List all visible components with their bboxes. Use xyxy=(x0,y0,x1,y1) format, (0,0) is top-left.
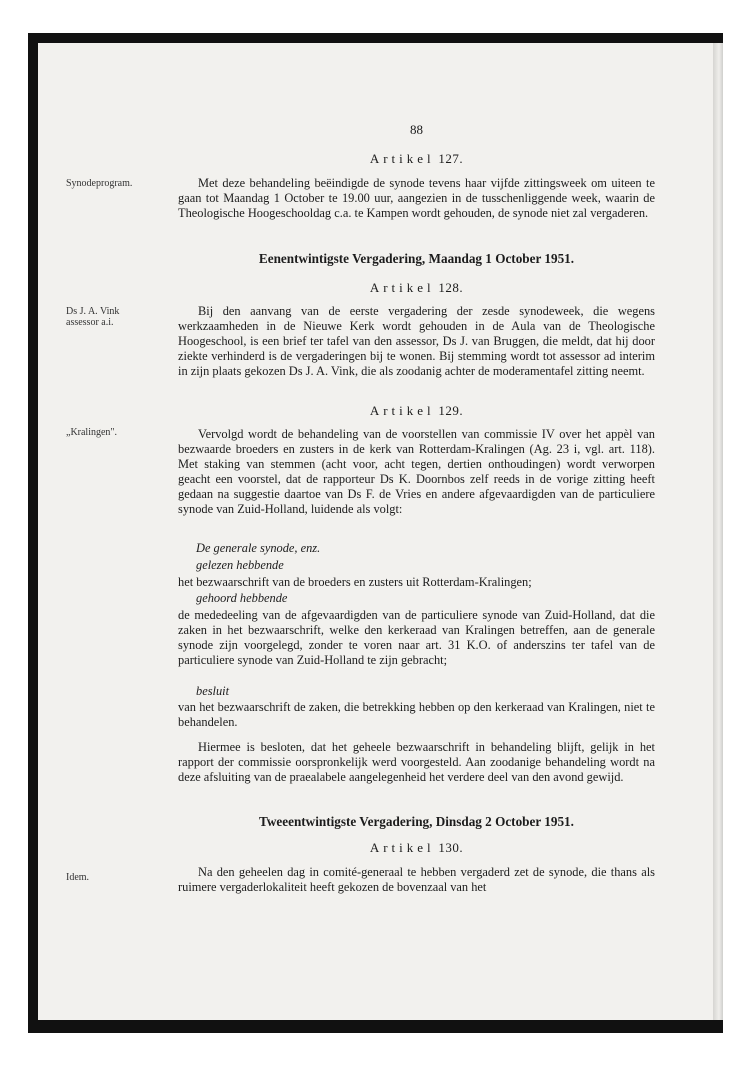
artikel-130-text: Na den geheelen dag in comité-generaal te hebben vergaderd zet de synode, die thans als ruimere vergaderlokaliteit heeft gekozen de bovenzaal van het xyxy=(178,865,655,894)
artikel-128-text: Bij den aanvang van de eerste vergadering der zesde synodeweek, die wegens werkzaamheden in de Nieuwe Kerk wordt gehouden in de Aula van de Theologische Hoogeschool, is een brief ter tafel van den assessor, Ds J. van Bruggen, die meldt, dat hij door ziekte verhinderd is de vergaderingen bij te wonen. Bij stemming wordt tot assessor ad interim in zijn plaats gekozen Ds J. A. Vink, die als zoodanig achter de moderamentafel zitting neemt. xyxy=(178,304,655,378)
artikel-129-conclusion: Hiermee is besloten, dat het geheele bezwaarschrift in behandeling blijft, gelijk in het rapport der commissie oorspronkelijk werd voorgesteld. Aan zoodanige behandeling wordt na deze afsluiting van de praealabele aangelegenheid het verdere deel van den avond gewijd. xyxy=(178,740,655,784)
margin-note-line-1: Ds J. A. Vink xyxy=(66,306,120,317)
margin-note-line-2: assessor a.i. xyxy=(66,317,114,328)
quote-paragraph: de mededeeling van de afgevaardigden van de particuliere synode van Zuid-Holland, dat die zaken in het bezwaarschrift, welke den kerkeraad van Kralingen betreffen, aan de generale synode zijn voorgelegd, zonder te voren naar art. 31 K.O. of anderszins ter tafel van de particuliere synode van Zuid-Holland te zijn gebracht; xyxy=(178,608,655,667)
margin-note: „Kralingen". xyxy=(66,427,118,438)
artikel-number: 127. xyxy=(438,151,464,166)
quote-line: gehoord hebbende xyxy=(196,591,288,605)
artikel-130-heading xyxy=(178,840,655,856)
margin-note: Idem. xyxy=(66,872,90,883)
artikel-number: 129. xyxy=(438,403,464,418)
meeting-heading-21: Eenentwintigste Vergadering, Maandag 1 October 1951. xyxy=(258,251,575,266)
artikel-label: Artikel xyxy=(369,840,435,855)
margin-note xyxy=(66,306,156,328)
quote-line: gelezen hebbende xyxy=(196,558,284,572)
quote-paragraph: van het bezwaarschrift de zaken, die betrekking hebben op den kerkeraad van Kralingen, niet te behandelen. xyxy=(178,700,655,729)
artikel-129-heading xyxy=(178,403,655,419)
artikel-number: 130. xyxy=(438,840,464,855)
margin-note: Synodeprogram. xyxy=(66,178,133,189)
quote-line: het bezwaarschrift van de broeders en zusters uit Rotterdam-Kralingen; xyxy=(178,575,532,589)
meeting-heading-22: Tweeentwintigste Vergadering, Dinsdag 2 October 1951. xyxy=(259,814,574,829)
artikel-127-text: Met deze behandeling beëindigde de synode tevens haar vijfde zittingsweek om uiteen te gaan tot Maandag 1 October te 19.00 uur, aangezien in de tusschenliggende week, waarin de Theologische Hoogeschooldag c.a. te Kampen wordt gehouden, de synode niet zal vergaderen. xyxy=(178,176,655,220)
page-edge xyxy=(713,43,723,1020)
artikel-label: Artikel xyxy=(369,151,435,166)
artikel-label: Artikel xyxy=(369,280,435,295)
artikel-128-heading xyxy=(178,280,655,296)
artikel-label: Artikel xyxy=(369,403,435,418)
page-number: 88 xyxy=(410,122,423,137)
quote-line: De generale synode, enz. xyxy=(196,541,321,555)
artikel-127-heading xyxy=(178,151,655,167)
artikel-129-text: Vervolgd wordt de behandeling van de voorstellen van commissie IV over het appèl van bezwaarde broeders en zusters in de kerk van Rotterdam-Kralingen (Ag. 23 i, vgl. art. 118). Met staking van stemmen (acht voor, acht tegen, dertien onthoudingen) wordt verworpen geacht een voorstel, dat de rapporteur Ds K. Doornbos zelf reeds in de vorige zitting heeft gedaan na suggestie daartoe van Ds F. de Vries en andere afgevaardigden van de particuliere synode van Zuid-Holland, luidende als volgt: xyxy=(178,427,655,516)
artikel-number: 128. xyxy=(438,280,464,295)
quote-line: besluit xyxy=(196,684,230,698)
